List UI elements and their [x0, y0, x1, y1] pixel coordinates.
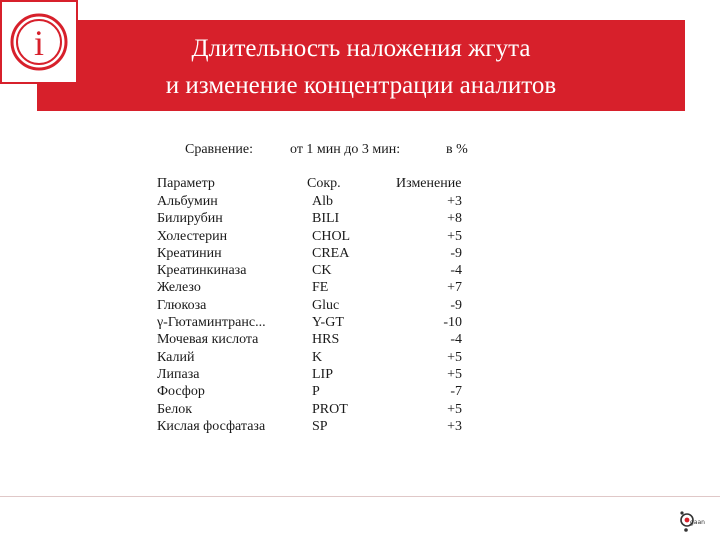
table-row: [0, 279, 720, 296]
param-name: γ-Гютаминтранс...: [157, 315, 266, 331]
param-abbr: CHOL: [312, 228, 351, 244]
param-abbr: HRS: [312, 332, 340, 348]
table-row: [0, 210, 720, 227]
header-param: Параметр: [157, 176, 215, 191]
param-name: Белок: [157, 401, 193, 417]
param-name: Глюкоза: [157, 297, 207, 313]
param-change: +5: [447, 349, 462, 365]
param-change: +5: [447, 401, 462, 417]
title-line-2: и изменение концентрации аналитов: [165, 72, 557, 99]
footer-divider: [0, 496, 720, 497]
param-abbr: Gluc: [312, 297, 340, 313]
param-abbr: SP: [312, 418, 328, 434]
param-name: Альбумин: [157, 194, 218, 209]
param-change: +8: [447, 211, 462, 227]
param-change: -9: [450, 297, 462, 313]
table-row: [0, 383, 720, 400]
table-row: [0, 418, 720, 435]
param-name: Креатинин: [157, 245, 222, 261]
table-row: [0, 314, 720, 331]
table-row: [0, 331, 720, 348]
param-abbr: LIP: [312, 366, 333, 382]
header-change: Изменение: [396, 176, 462, 191]
slide-title: [37, 30, 685, 104]
param-name: Калий: [157, 349, 195, 365]
param-abbr: K: [312, 349, 323, 365]
param-abbr: BILI: [312, 211, 340, 227]
table-row: [0, 262, 720, 279]
param-abbr: Y-GT: [312, 315, 344, 331]
param-name: Креатинкиназа: [157, 263, 247, 279]
param-name: Липаза: [157, 366, 200, 382]
param-abbr: CK: [312, 263, 332, 279]
param-abbr: FE: [312, 280, 329, 296]
header-abbr: Сокр.: [307, 176, 341, 191]
param-change: -9: [450, 245, 462, 261]
info-icon: [9, 11, 69, 73]
param-abbr: Alb: [312, 194, 333, 209]
table-row: [0, 245, 720, 262]
param-name: Железо: [157, 280, 201, 296]
comparison-label: Сравнение:: [185, 142, 253, 157]
analyte-table: [0, 193, 720, 435]
param-name: Фосфор: [157, 384, 205, 400]
param-change: +5: [447, 228, 462, 244]
table-row: [0, 228, 720, 245]
param-change: +3: [447, 418, 462, 434]
table-row: [0, 193, 720, 210]
param-abbr: P: [312, 384, 320, 400]
param-name: Билирубин: [157, 211, 223, 227]
param-change: +3: [447, 194, 462, 209]
comparison-range: от 1 мин до 3 мин:: [290, 142, 401, 157]
param-change: -10: [443, 315, 462, 331]
table-row: [0, 349, 720, 366]
logo-text: gaan: [690, 519, 705, 526]
table-row: [0, 401, 720, 418]
param-abbr: PROT: [312, 401, 348, 417]
title-line-1: Длительность наложения жгута: [191, 35, 531, 62]
param-name: Мочевая кислота: [157, 332, 259, 348]
table-row: [0, 297, 720, 314]
comparison-unit: в %: [446, 142, 468, 157]
param-change: -4: [450, 332, 462, 348]
param-change: +5: [447, 366, 462, 382]
param-change: -4: [450, 263, 462, 279]
info-icon-glyph: i: [33, 23, 45, 63]
info-icon-box: [0, 0, 78, 84]
param-change: -7: [450, 384, 462, 400]
table-row: [0, 366, 720, 383]
param-name: Холестерин: [157, 228, 228, 244]
param-name: Кислая фосфатаза: [157, 418, 266, 434]
param-abbr: CREA: [312, 245, 350, 261]
param-change: +7: [447, 280, 462, 296]
